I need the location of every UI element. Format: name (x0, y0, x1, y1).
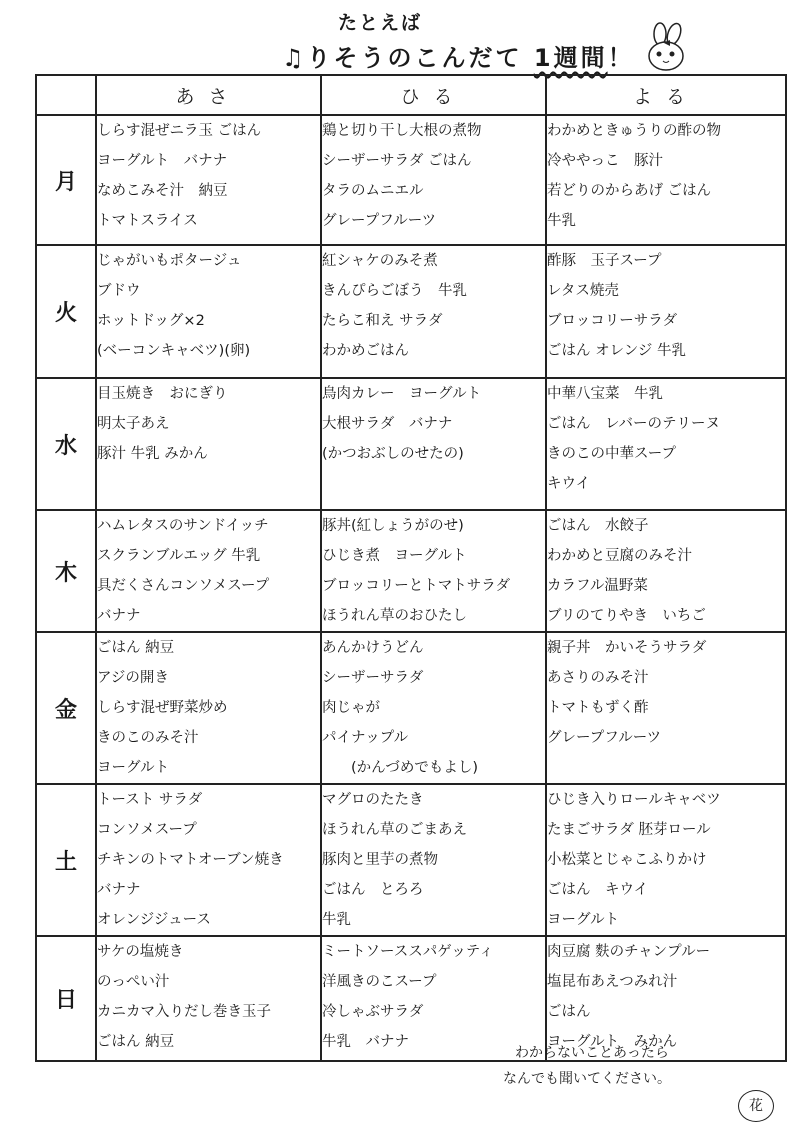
menu-item: ほうれん草のごまあえ (322, 822, 467, 838)
menu-item: 牛乳 (322, 912, 351, 928)
meal-cell-asa (96, 936, 321, 1061)
menu-item: たらこ和え サラダ (322, 313, 443, 329)
menu-item: (かつおぶしのせたの) (322, 446, 464, 462)
signature-stamp: 花 (738, 1090, 774, 1122)
menu-item: あさりのみそ汁 (547, 670, 649, 686)
menu-item: ごはん 納豆 (97, 640, 175, 656)
page-title (282, 38, 635, 73)
header-yoru: よる (546, 75, 786, 115)
meal-cell-asa (96, 245, 321, 378)
day-label: 土 (36, 784, 96, 936)
menu-item: きんぴらごぼう 牛乳 (322, 283, 467, 299)
menu-item: ごはん レバーのテリーヌ (547, 416, 720, 432)
menu-item: 明太子あえ (97, 416, 170, 432)
note-line-1: わからないことあったら (515, 1045, 669, 1061)
menu-item: ブドウ (97, 283, 141, 299)
menu-item: なめこみそ汁 納豆 (97, 183, 228, 199)
meal-cell-yoru (546, 115, 786, 245)
menu-item: 冷ややっこ 豚汁 (547, 153, 663, 169)
menu-item: 大根サラダ バナナ (322, 416, 453, 432)
meal-cell-asa (96, 378, 321, 510)
day-row (36, 510, 786, 632)
meal-cell-yoru (546, 784, 786, 936)
menu-item: スクランブルエッグ 牛乳 (97, 548, 261, 564)
menu-item: 鳥肉カレー ヨーグルト (322, 386, 482, 402)
menu-item: パイナップル (322, 730, 409, 746)
header-hiru: ひる (321, 75, 546, 115)
menu-item: きのこの中華スープ (547, 446, 677, 462)
menu-item: マグロのたたき (322, 792, 424, 808)
day-row (36, 378, 786, 510)
menu-item: 鶏と切り干し大根の煮物 (322, 123, 482, 139)
day-label: 火 (36, 245, 96, 378)
meal-cell-asa (96, 632, 321, 784)
day-label: 金 (36, 632, 96, 784)
menu-item: ごはん (547, 1004, 591, 1020)
menu-item: サケの塩焼き (97, 944, 184, 960)
meal-cell-hiru (321, 632, 546, 784)
title-prefix: ♫りそうのこんだて (282, 44, 523, 72)
menu-item: ごはん とろろ (322, 882, 424, 898)
menu-item: カニカマ入りだし巻き玉子 (97, 1004, 271, 1020)
meal-cell-hiru (321, 936, 546, 1061)
menu-item: トマトもずく酢 (547, 700, 649, 716)
menu-item: ミートソーススパゲッティ (322, 944, 494, 960)
menu-item: ヨーグルト みかん (547, 1034, 678, 1050)
menu-item: 牛乳 バナナ (322, 1034, 409, 1050)
day-label: 木 (36, 510, 96, 632)
menu-item: コンソメスープ (97, 822, 197, 838)
menu-item: 豚汁 牛乳 みかん (97, 446, 208, 462)
header-day (36, 75, 96, 115)
bunny-icon (638, 22, 694, 74)
meal-cell-yoru (546, 510, 786, 632)
menu-item: 中華八宝菜 牛乳 (547, 386, 663, 402)
menu-item: ブロッコリーとトマトサラダ (322, 578, 511, 594)
menu-item: しらす混ぜ野菜炒め (97, 700, 228, 716)
menu-item: ひじき入りロールキャベツ (547, 792, 721, 808)
menu-item: グレープフルーツ (547, 730, 662, 746)
menu-item: 紅シャケのみそ煮 (322, 253, 438, 269)
menu-item: シーザーサラダ ごはん (322, 153, 472, 169)
header-asa: あさ (96, 75, 321, 115)
menu-item: きのこのみそ汁 (97, 730, 199, 746)
menu-item: シーザーサラダ (322, 670, 424, 686)
menu-item: 酢豚 玉子スープ (547, 253, 662, 269)
meal-cell-hiru (321, 115, 546, 245)
meal-cell-yoru (546, 245, 786, 378)
menu-item: ごはん 水餃子 (547, 518, 649, 534)
menu-item: ヨーグルト (97, 760, 170, 776)
menu-item: 目玉焼き おにぎり (97, 386, 228, 402)
title-suffix: ！ (607, 44, 635, 72)
menu-item: ヨーグルト バナナ (97, 153, 228, 169)
menu-item: ハムレタスのサンドイッチ (97, 518, 269, 534)
day-label: 日 (36, 936, 96, 1061)
menu-item: ほうれん草のおひたし (322, 608, 467, 624)
menu-item: 肉じゃが (322, 700, 380, 716)
meal-cell-asa (96, 510, 321, 632)
menu-item: 豚丼(紅しょうがのせ) (322, 518, 464, 534)
menu-item: わかめと豆腐のみそ汁 (547, 548, 692, 564)
menu-item: ごはん キウイ (547, 882, 649, 898)
meal-cell-hiru (321, 784, 546, 936)
day-row (36, 115, 786, 245)
menu-item: 具だくさんコンソメスープ (97, 578, 270, 594)
menu-item: カラフル温野菜 (547, 578, 648, 594)
menu-item: たまごサラダ 胚芽ロール (547, 822, 711, 838)
menu-item: 豚肉と里芋の煮物 (322, 852, 438, 868)
menu-item: レタス焼売 (547, 283, 619, 299)
menu-item: あんかけうどん (322, 640, 424, 656)
day-label: 月 (36, 115, 96, 245)
subtitle: たとえば (338, 12, 423, 34)
menu-item: チキンのトマトオーブン焼き (97, 852, 284, 868)
menu-item: グレープフルーツ (322, 213, 437, 229)
menu-item: ブロッコリーサラダ (547, 313, 678, 329)
menu-item: わかめごはん (322, 343, 409, 359)
meal-cell-hiru (321, 378, 546, 510)
meal-cell-hiru (321, 510, 546, 632)
title-emphasis: 1週間 (533, 44, 608, 72)
menu-item: ブリのてりやき いちご (547, 608, 706, 624)
menu-item: 小松菜とじゃこふりかけ (547, 852, 707, 868)
menu-item: わかめときゅうりの酢の物 (547, 123, 721, 139)
meal-cell-asa (96, 784, 321, 936)
menu-item: 親子丼 かいそうサラダ (547, 640, 707, 656)
menu-item: 若どりのからあげ ごはん (547, 183, 712, 199)
menu-item: バナナ (97, 882, 141, 898)
meal-cell-asa (96, 115, 321, 245)
day-row (36, 632, 786, 784)
menu-item: バナナ (97, 608, 141, 624)
menu-item: じゃがいもポタージュ (97, 253, 242, 269)
menu-item: トマトスライス (97, 213, 198, 229)
weekly-menu-table (35, 74, 787, 1062)
note-line-2: なんでも聞いてください。 (503, 1071, 671, 1087)
day-row (36, 784, 786, 936)
menu-item: 肉豆腐 麩のチャンプルー (547, 944, 711, 960)
menu-item: 冷しゃぶサラダ (322, 1004, 424, 1020)
menu-item: ヨーグルト (547, 912, 620, 928)
menu-item: しらす混ぜニラ玉 ごはん (97, 123, 262, 139)
menu-item: ホットドッグ×2 (97, 313, 205, 329)
menu-item: トースト サラダ (97, 792, 203, 808)
menu-item: タラのムニエル (322, 183, 424, 199)
note (503, 1040, 671, 1092)
day-row (36, 936, 786, 1061)
menu-item: (かんづめでもよし) (322, 760, 479, 776)
menu-item: ごはん オレンジ 牛乳 (547, 343, 686, 359)
day-row (36, 245, 786, 378)
day-label: 水 (36, 378, 96, 510)
menu-item: オレンジジュース (97, 912, 211, 928)
menu-item: ひじき煮 ヨーグルト (322, 548, 467, 564)
menu-item: キウイ (547, 476, 591, 492)
meal-cell-yoru (546, 378, 786, 510)
menu-item: アジの開き (97, 670, 169, 686)
meal-cell-hiru (321, 245, 546, 378)
meal-cell-yoru (546, 632, 786, 784)
menu-item: 牛乳 (547, 213, 576, 229)
menu-item: 塩昆布あえつみれ汁 (547, 974, 678, 990)
menu-item: (ベーコンキャベツ)(卵) (97, 343, 251, 359)
menu-item: 洋風きのこスープ (322, 974, 437, 990)
menu-item: のっぺい汁 (97, 974, 170, 990)
menu-item: ごはん 納豆 (97, 1034, 175, 1050)
